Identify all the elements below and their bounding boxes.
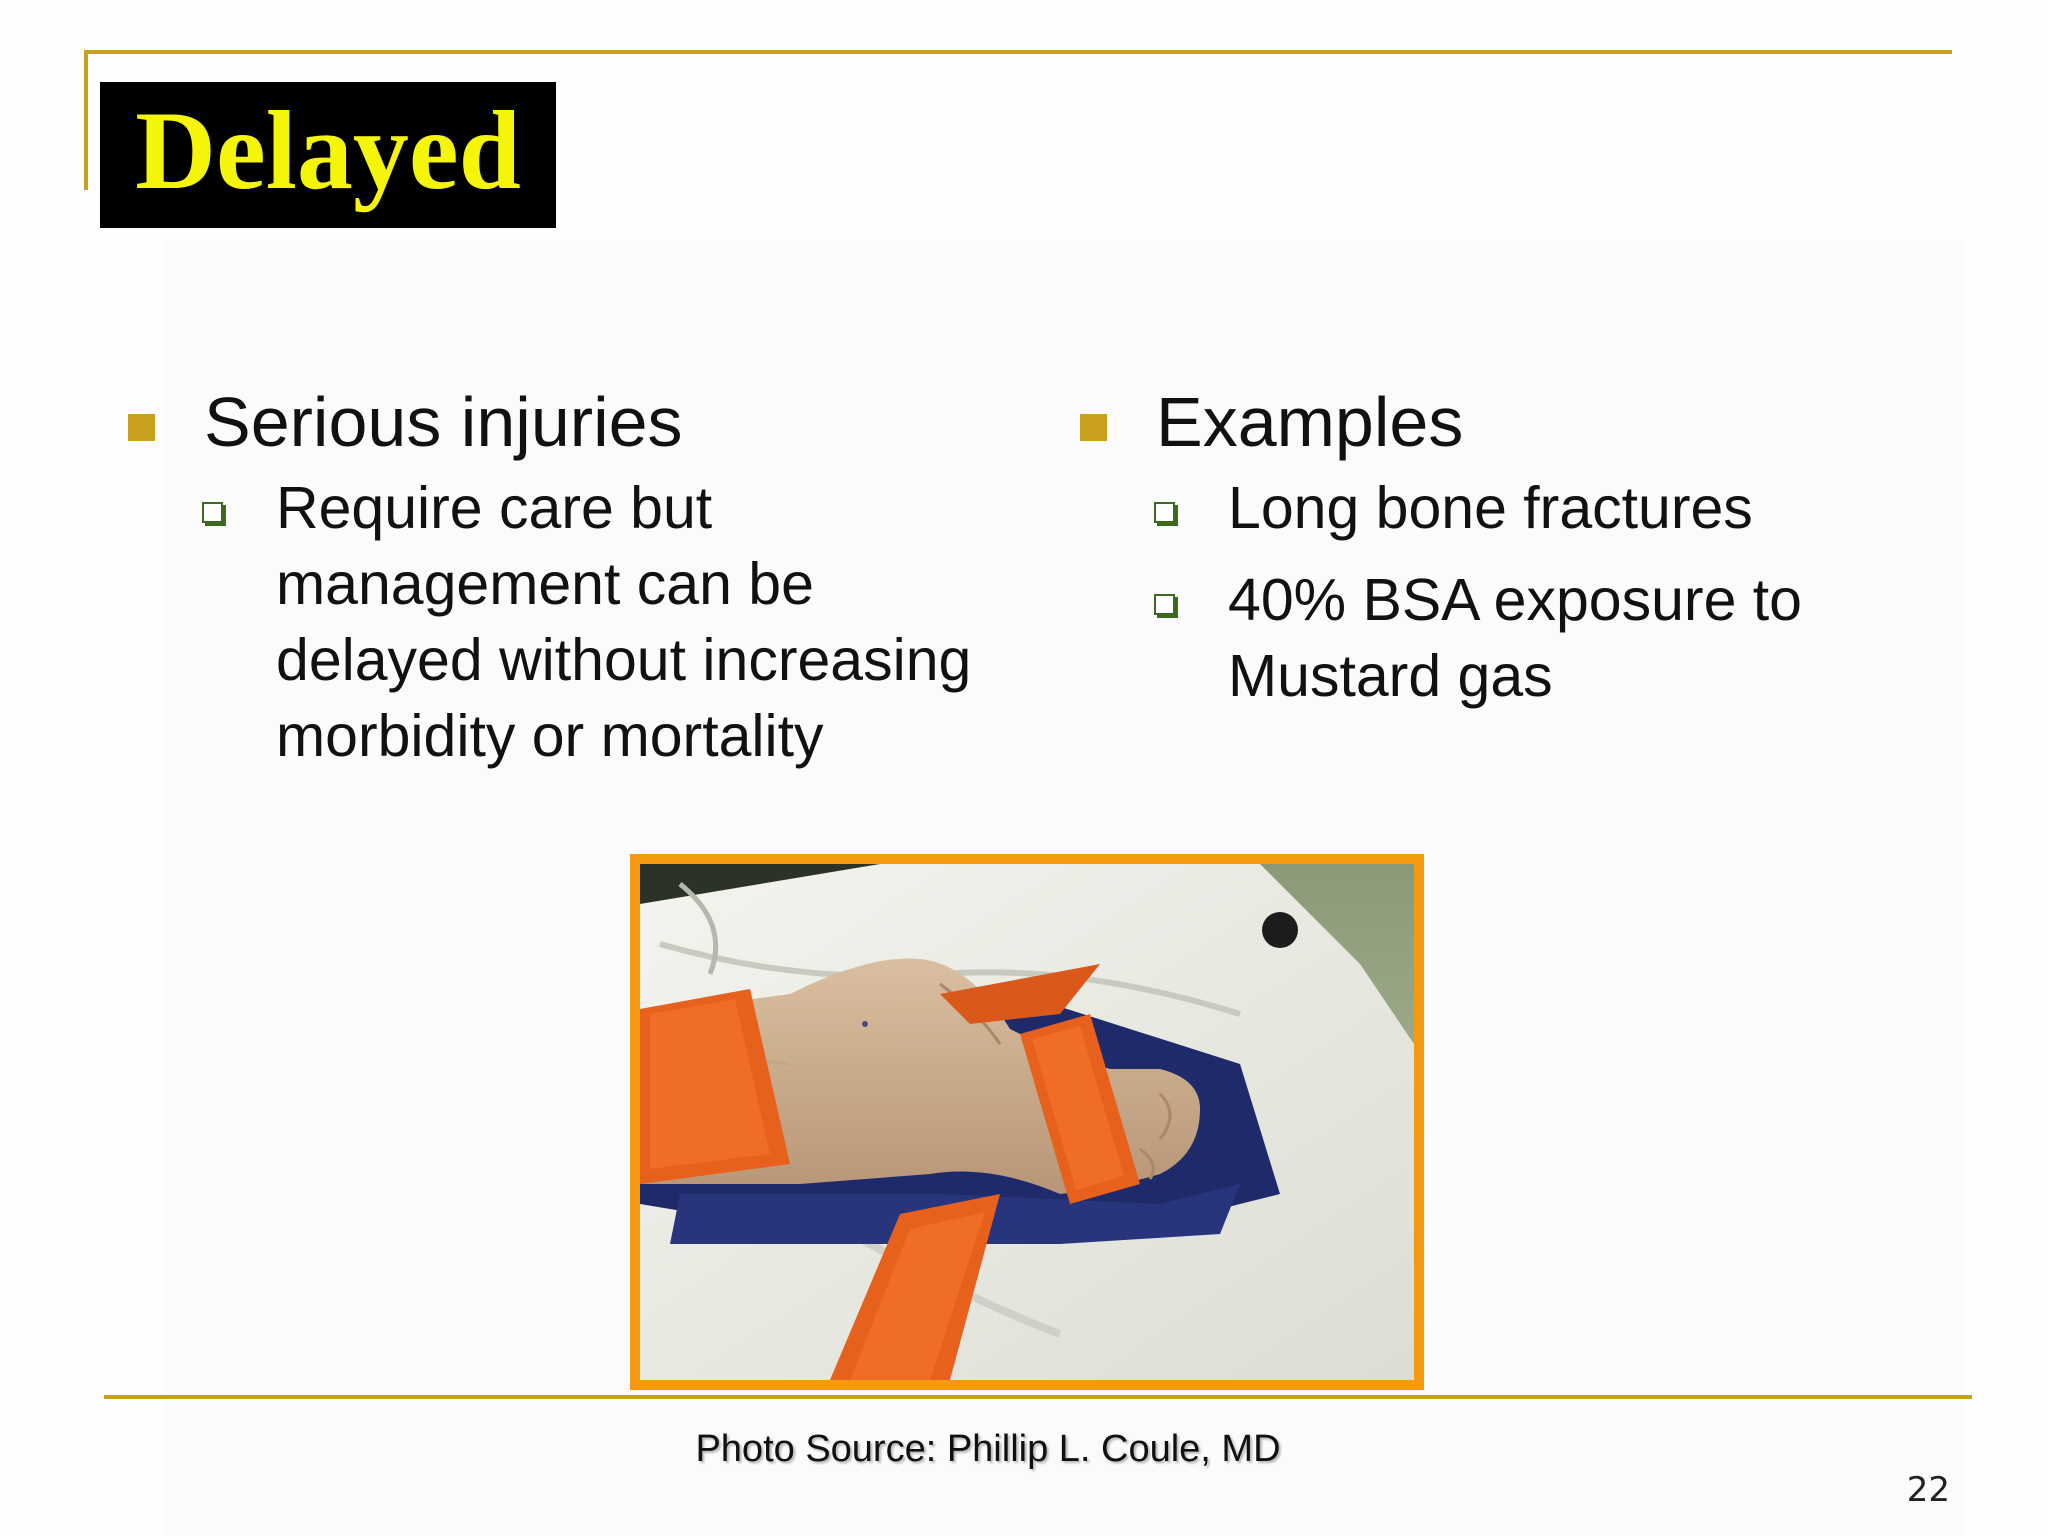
bullet-examples [1078,378,1948,466]
sub-bullet-text: Long bone fractures [1228,475,1753,541]
bottom-rule [104,1395,1972,1399]
sub-bullet-item [1228,470,1948,546]
left-column [126,378,986,790]
sub-bullet-item [1228,562,1948,714]
sub-bullet-text: Require care but management can be delayed without increasing morbidity or mortality [276,475,972,769]
title-box [100,82,556,228]
square-bullet-icon [128,414,155,441]
checkbox-bullet-icon [1154,594,1175,615]
bullet-heading: Serious injuries [204,383,683,461]
sub-bullet-list [1078,470,1948,714]
splinted-foot-photo [630,854,1424,1390]
page-number: 22 [1906,1470,1950,1510]
bullet-serious-injuries [126,378,986,466]
left-rule [84,50,88,190]
checkbox-bullet-icon [1154,502,1175,523]
foot-splint-illustration [640,864,1414,1380]
square-bullet-icon [1080,414,1107,441]
sub-bullet-item [276,470,986,774]
sub-bullet-text: 40% BSA exposure to Mustard gas [1228,567,1802,709]
top-rule [84,50,1952,54]
bullet-heading: Examples [1156,383,1464,461]
photo-source-caption: Photo Source: Phillip L. Coule, MD [695,1428,1281,1470]
right-column [1078,378,1948,730]
sub-bullet-list [126,470,986,774]
slide-title: Delayed [135,89,521,213]
checkbox-bullet-icon [202,502,223,523]
